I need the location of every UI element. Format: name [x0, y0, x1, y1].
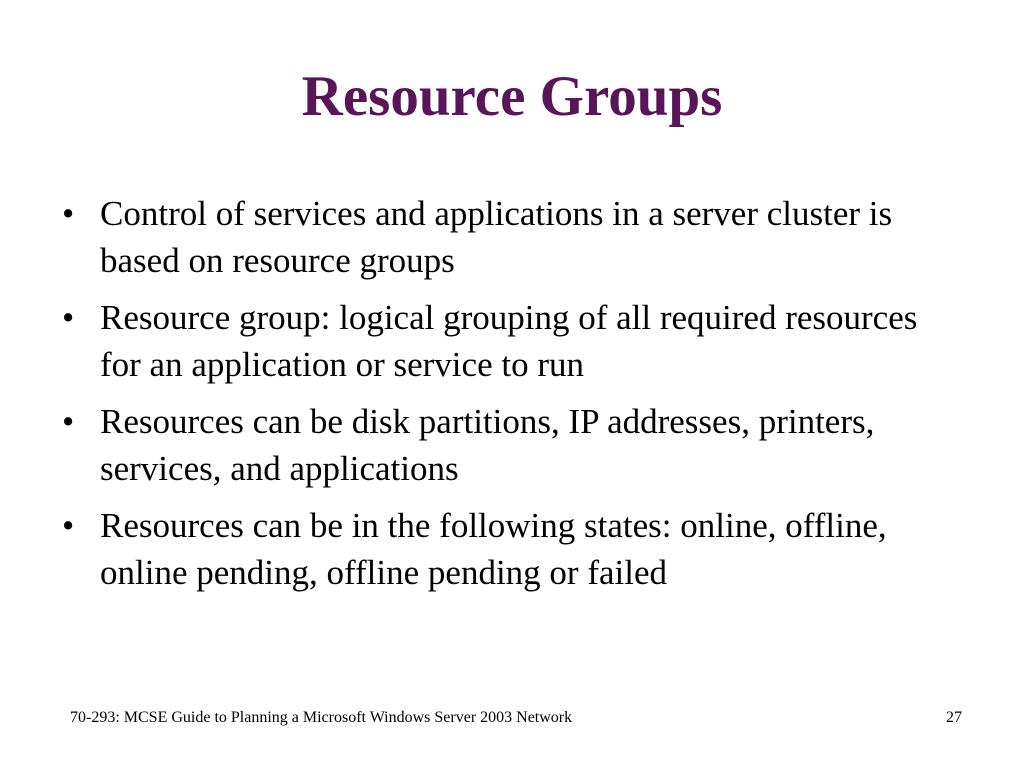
bullet-item	[62, 294, 942, 388]
page-number: 27	[946, 709, 962, 726]
bullet-icon: •	[62, 506, 75, 545]
bullet-item	[62, 190, 942, 284]
bullet-text: Resources can be in the following states: online, offline, online pending, offline pending or failed	[100, 506, 887, 592]
bullet-icon: •	[62, 298, 75, 337]
slide-title: Resource Groups	[301, 65, 723, 128]
bullet-item	[62, 502, 942, 596]
footer-course-title: 70-293: MCSE Guide to Planning a Microsoft Windows Server 2003 Network	[70, 709, 573, 726]
bullet-text: Resource group: logical grouping of all required resources for an application or service to run	[100, 298, 918, 384]
bullet-text: Resources can be disk partitions, IP addresses, printers, services, and applications	[100, 402, 875, 488]
bullet-icon: •	[62, 194, 75, 233]
bullet-icon: •	[62, 402, 75, 441]
bullet-item	[62, 398, 942, 492]
bullet-text: Control of services and applications in a server cluster is based on resource groups	[100, 194, 893, 280]
bullet-list	[62, 190, 942, 606]
